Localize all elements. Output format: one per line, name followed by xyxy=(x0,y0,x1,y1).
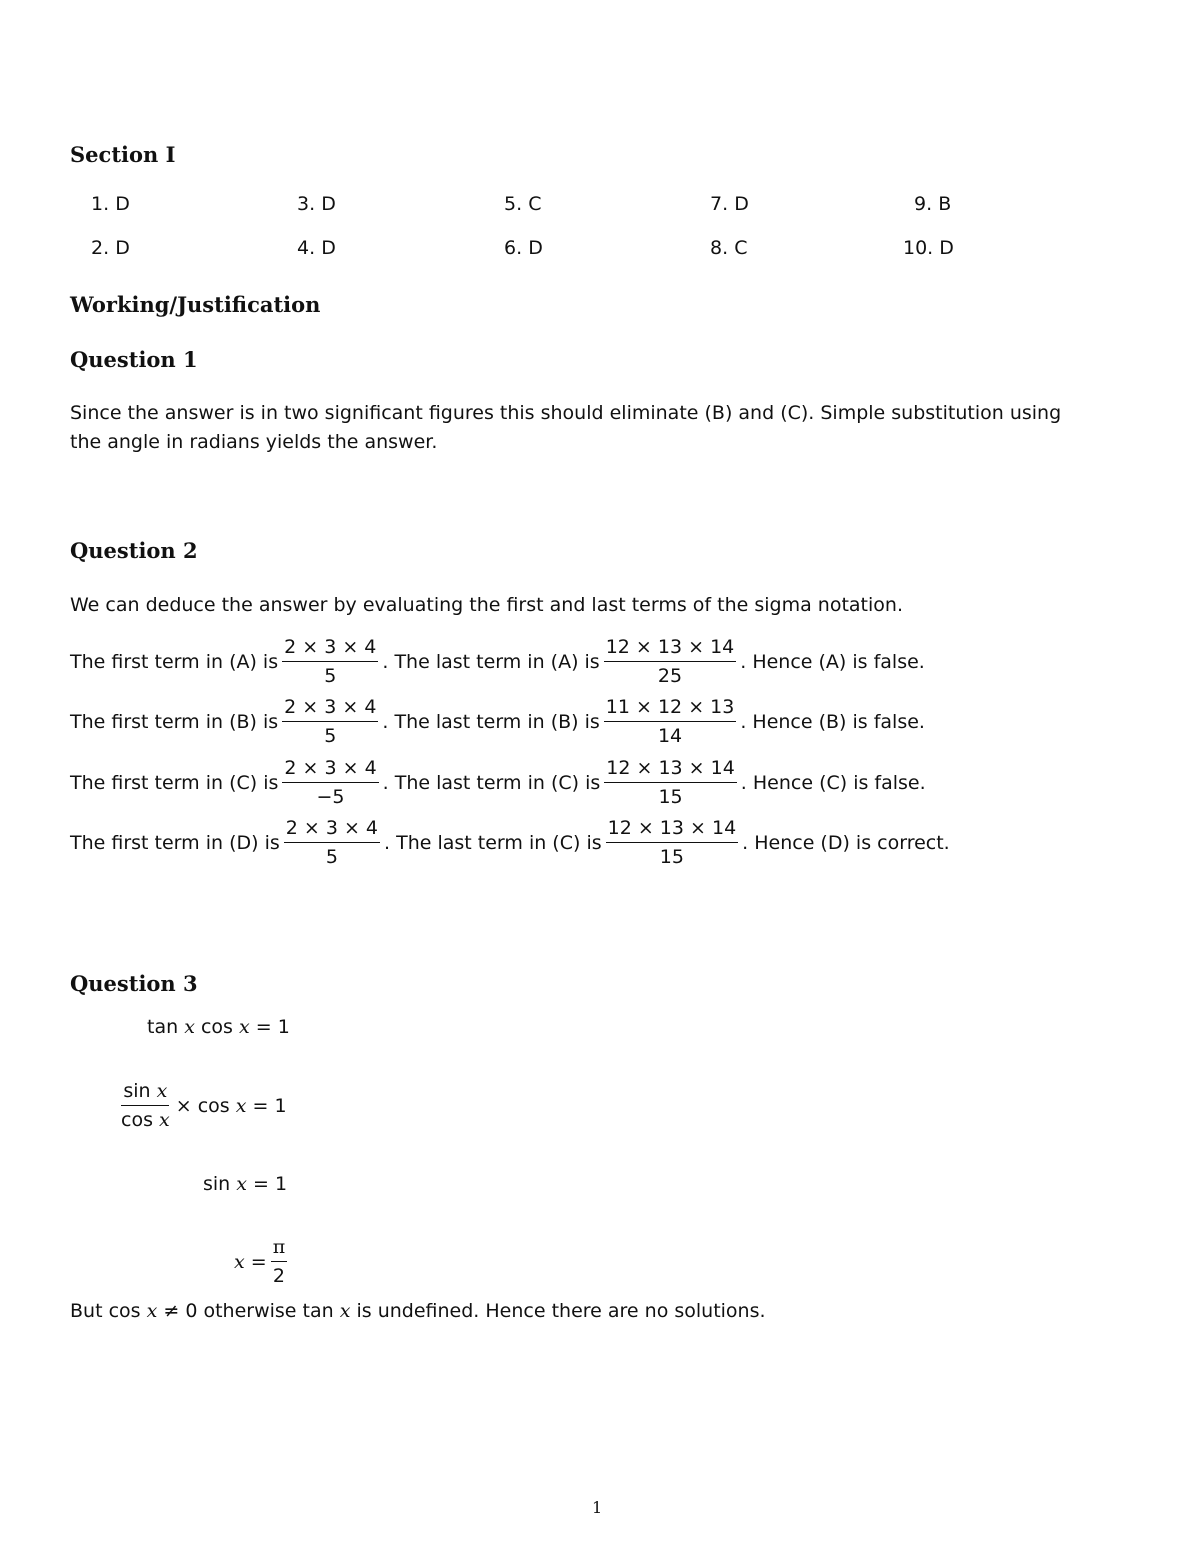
term-row xyxy=(70,696,925,747)
term-row-middle: . The last term in (B) is xyxy=(382,710,600,733)
term-row-conclusion: . Hence (D) is correct. xyxy=(742,831,950,854)
answer-item: 7. D xyxy=(710,193,749,215)
answer-item: 2. D xyxy=(91,237,130,259)
working-title: Working/Justification xyxy=(70,292,321,317)
question-1-text-line: Since the answer is in two significant figures this should eliminate (B) and (C). Simple substitution using xyxy=(70,402,1062,424)
page-number: 1 xyxy=(592,1498,603,1517)
term-row-prefix: The first term in (A) is xyxy=(70,650,279,673)
term-row-middle: . The last term in (C) is xyxy=(382,771,601,794)
term-row-prefix: The first term in (C) is xyxy=(70,771,279,794)
pi-over-two-fraction: $\frac{\pi}{2}$ xyxy=(272,1236,286,1287)
answer-item: 3. D xyxy=(297,193,336,215)
question-2-title: Question 2 xyxy=(70,538,198,563)
equation-2: $\frac{\text{sin x}}{\text{cos x}}$ × cos x = 1 xyxy=(121,1080,287,1131)
question-2-intro: We can deduce the answer by evaluating the first and last terms of the sigma notation. xyxy=(70,594,903,616)
answer-item: 9. B xyxy=(914,193,952,215)
last-term-fraction: $\frac{12 \times 13 \times 14}{15}$ xyxy=(607,817,737,868)
last-term-fraction: $\frac{12 \times 13 \times 14}{25}$ xyxy=(605,636,735,687)
answer-item: 10. D xyxy=(903,237,954,259)
answer-item: 4. D xyxy=(297,237,336,259)
equation-3: sin x = 1 xyxy=(203,1173,288,1195)
term-row-prefix: The first term in (D) is xyxy=(70,831,280,854)
first-term-fraction: $\frac{2 \times 3 \times 4}{-5}$ xyxy=(284,757,377,808)
section-title: Section I xyxy=(70,142,176,167)
term-row-prefix: The first term in (B) is xyxy=(70,710,279,733)
sin-over-cos-fraction: $\frac{\text{sin x}}{\text{cos x}}$ xyxy=(121,1080,170,1131)
first-term-fraction: $\frac{2 \times 3 \times 4}{5}$ xyxy=(285,817,379,868)
equation-1: tan x cos x = 1 xyxy=(147,1016,290,1038)
term-row xyxy=(70,757,926,808)
question-3-title: Question 3 xyxy=(70,971,198,996)
term-row xyxy=(70,636,925,687)
answer-item: 5. C xyxy=(504,193,542,215)
first-term-fraction: $\frac{2 \times 3 \times 4}{5}$ xyxy=(284,696,377,747)
last-term-fraction: $\frac{11 \times 12 \times 13}{14}$ xyxy=(605,696,735,747)
question-3-conclusion: But cos x ≠ 0 otherwise tan x is undefined. Hence there are no solutions. xyxy=(70,1300,766,1322)
equation-4: x = $\frac{\pi}{2}$ xyxy=(234,1236,286,1287)
question-1-title: Question 1 xyxy=(70,347,198,372)
term-row-middle: . The last term in (A) is xyxy=(382,650,600,673)
term-row-middle: . The last term in (C) is xyxy=(384,831,602,854)
answer-item: 6. D xyxy=(504,237,543,259)
term-row-conclusion: . Hence (A) is false. xyxy=(740,650,925,673)
question-1-text-line: the angle in radians yields the answer. xyxy=(70,431,438,453)
term-row-conclusion: . Hence (B) is false. xyxy=(740,710,925,733)
term-row xyxy=(70,817,950,868)
answer-item: 1. D xyxy=(91,193,130,215)
first-term-fraction: $\frac{2 \times 3 \times 4}{5}$ xyxy=(284,636,377,687)
answer-item: 8. C xyxy=(710,237,748,259)
last-term-fraction: $\frac{12 \times 13 \times 14}{15}$ xyxy=(606,757,735,808)
term-row-conclusion: . Hence (C) is false. xyxy=(740,771,926,794)
